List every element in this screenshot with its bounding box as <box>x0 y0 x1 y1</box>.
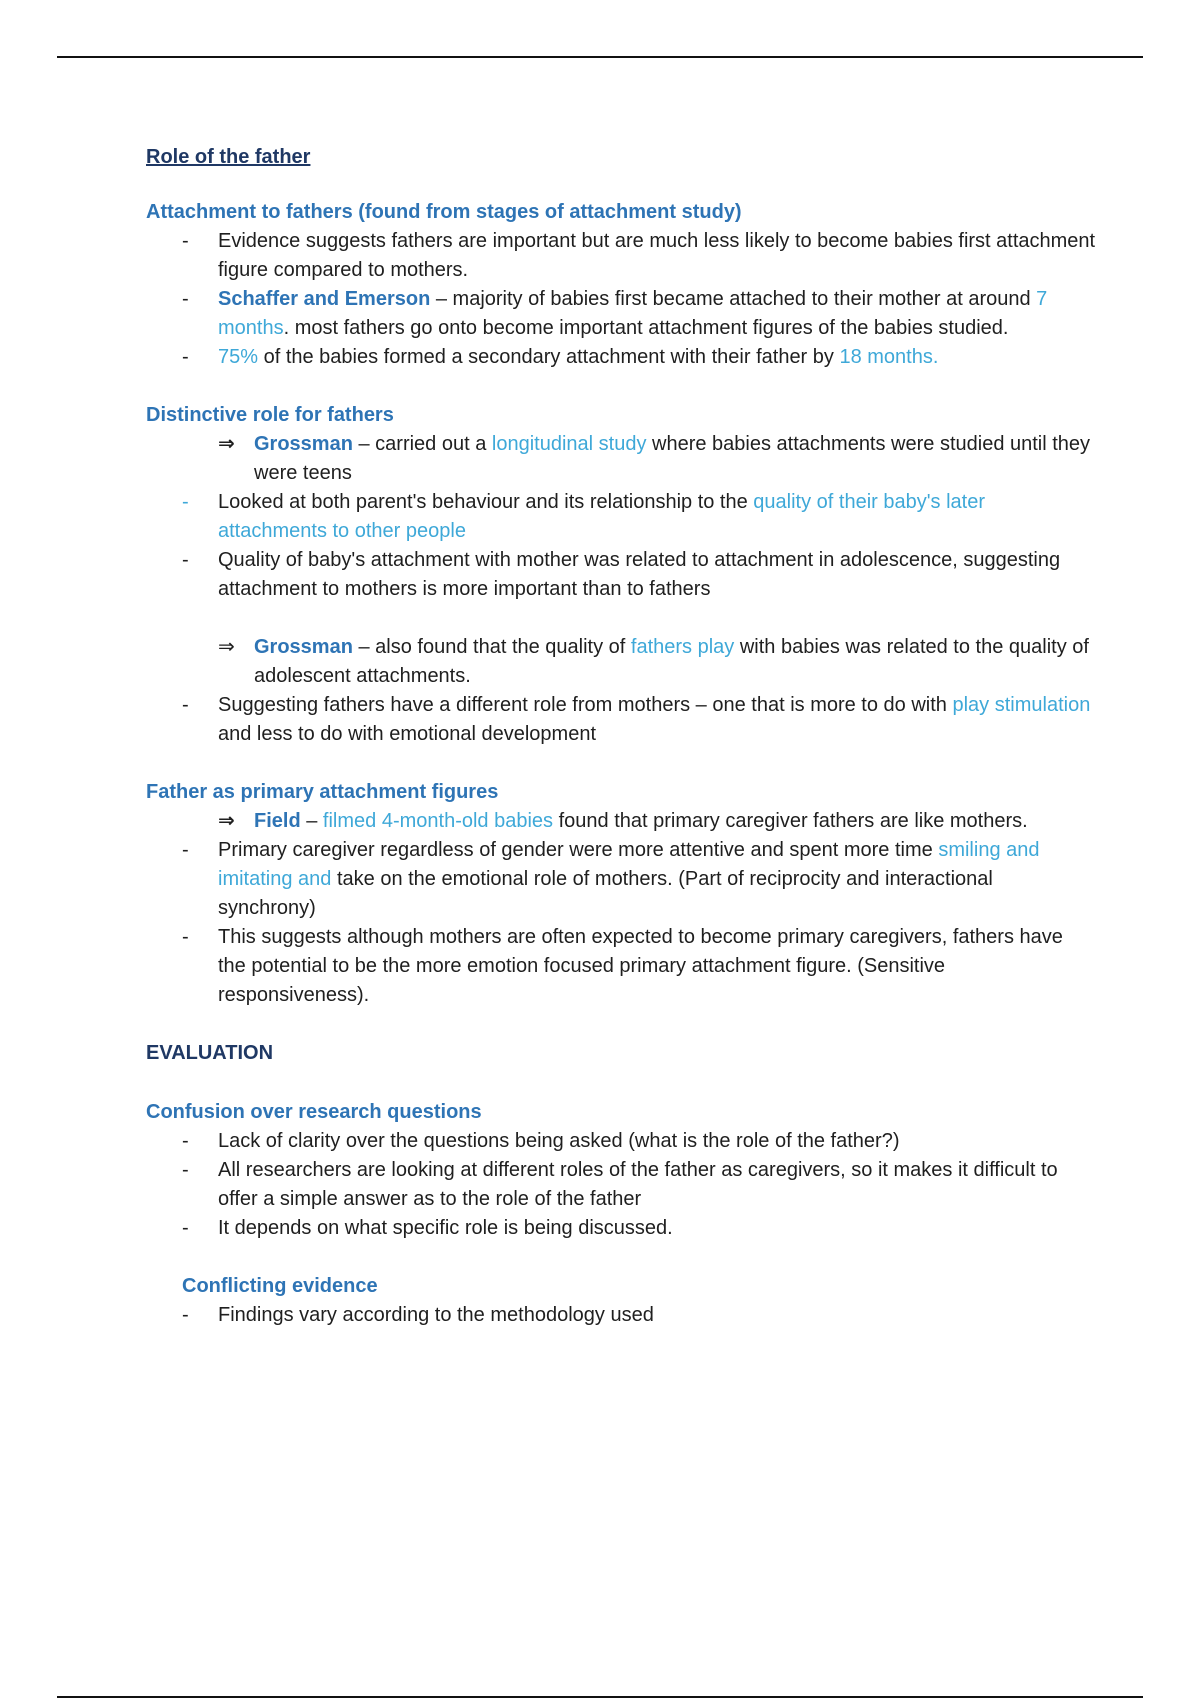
section-list-conflicting-evidence <box>146 1301 1096 1330</box>
list-item <box>146 430 1096 488</box>
list-item <box>146 1156 1096 1214</box>
researcher-name: Grossman <box>254 433 353 455</box>
highlight-text: filmed 4-month-old babies <box>322 810 554 832</box>
bullet-dash: - <box>182 926 189 948</box>
bullet-dash: - <box>182 1159 189 1181</box>
list-item <box>146 807 1096 836</box>
bullet-dash: - <box>182 1304 189 1326</box>
item-text: and less to do with emotional development <box>218 723 597 745</box>
top-rule <box>57 56 1143 58</box>
item-text: – carried out a <box>352 433 492 455</box>
list-item <box>146 1214 1096 1243</box>
list-spacer <box>146 604 1096 633</box>
researcher-name: Field <box>254 810 301 832</box>
arrow-icon: ⇒ <box>218 810 235 832</box>
item-text: Primary caregiver regardless of gender were more attentive and spent more time <box>218 839 939 861</box>
arrow-icon: ⇒ <box>218 636 235 658</box>
item-text: found that primary caregiver fathers are like mothers. <box>553 810 1028 832</box>
list-item <box>146 691 1096 749</box>
bullet-dash: - <box>182 694 189 716</box>
highlight-text: 18 months. <box>839 346 939 368</box>
document-body <box>146 143 1096 1330</box>
item-text: take on the emotional role of mothers. (Part of reciprocity and interactional synchrony) <box>218 868 993 919</box>
section-list-distinctive-role <box>146 430 1096 749</box>
highlight-text: 75% <box>218 346 259 368</box>
list-item <box>146 633 1096 691</box>
highlight-text: longitudinal study <box>491 433 647 455</box>
highlight-text: 7 months <box>218 288 1048 339</box>
bullet-dash: - <box>182 491 189 513</box>
section-heading-father-primary: Father as primary attachment figures <box>146 781 499 803</box>
bullet-dash: - <box>182 346 189 368</box>
bullet-dash: - <box>182 1217 189 1239</box>
section-heading-conflicting-evidence: Conflicting evidence <box>182 1275 378 1297</box>
list-item <box>146 285 1096 343</box>
list-item <box>146 546 1096 604</box>
section-heading-distinctive-role: Distinctive role for fathers <box>146 404 394 426</box>
researcher-name: Grossman <box>254 636 353 658</box>
bullet-dash: - <box>182 288 189 310</box>
section-list-attachment-to-fathers <box>146 227 1096 372</box>
item-text: of the babies formed a secondary attachment with their father by <box>258 346 840 368</box>
list-item <box>146 923 1096 1010</box>
item-text: – <box>300 810 323 832</box>
highlight-text: play stimulation <box>952 694 1091 716</box>
item-text: This suggests although mothers are often expected to become primary caregivers, fathers have the potential to be the more emotion focused primary attachment figure. (Sensitive responsiveness). <box>218 926 1063 1006</box>
item-text: – majority of babies first became attached to their mother at around <box>430 288 1037 310</box>
page-title: Role of the father <box>146 146 311 168</box>
item-text: Suggesting fathers have a different role from mothers – one that is more to do with <box>218 694 953 716</box>
item-text: All researchers are looking at different roles of the father as caregivers, so it makes it difficult to offer a simple answer as to the role of the father <box>218 1159 1058 1210</box>
highlight-text: smiling and imitating and <box>218 839 1040 890</box>
section-list-father-primary <box>146 807 1096 1010</box>
bottom-rule <box>57 1696 1143 1698</box>
highlight-text: quality of their baby's later attachments to other people <box>218 491 986 542</box>
list-item <box>146 488 1096 546</box>
bullet-dash: - <box>182 230 189 252</box>
list-item <box>146 343 1096 372</box>
arrow-icon: ⇒ <box>218 433 235 455</box>
bullet-dash: - <box>182 549 189 571</box>
item-text: Lack of clarity over the questions being asked (what is the role of the father?) <box>218 1130 900 1152</box>
bullet-dash: - <box>182 1130 189 1152</box>
item-text: Quality of baby's attachment with mother was related to attachment in adolescence, suggesting attachment to mothers is more important than to fathers <box>218 549 1061 600</box>
section-heading-attachment-to-fathers: Attachment to fathers (found from stages of attachment study) <box>146 201 742 223</box>
section-list-confusion <box>146 1127 1096 1243</box>
item-text: Findings vary according to the methodology used <box>218 1304 654 1326</box>
list-item <box>146 836 1096 923</box>
item-text: Looked at both parent's behaviour and its relationship to the <box>218 491 754 513</box>
list-item <box>146 227 1096 285</box>
item-text: – also found that the quality of <box>352 636 631 658</box>
item-text: with babies was related to the quality of adolescent attachments. <box>254 636 1089 687</box>
list-item <box>146 1301 1096 1330</box>
section-heading-confusion: Confusion over research questions <box>146 1101 482 1123</box>
list-item <box>146 1127 1096 1156</box>
bullet-dash: - <box>182 839 189 861</box>
item-text: Evidence suggests fathers are important but are much less likely to become babies first attachment figure compared to mothers. <box>218 230 1096 281</box>
researcher-name: Schaffer and Emerson <box>218 288 431 310</box>
item-text: . most fathers go onto become important attachment figures of the babies studied. <box>283 317 1009 339</box>
item-text: where babies attachments were studied until they were teens <box>254 433 1091 484</box>
item-text: It depends on what specific role is being discussed. <box>218 1217 673 1239</box>
evaluation-heading: EVALUATION <box>146 1042 274 1064</box>
highlight-text: fathers play <box>630 636 735 658</box>
